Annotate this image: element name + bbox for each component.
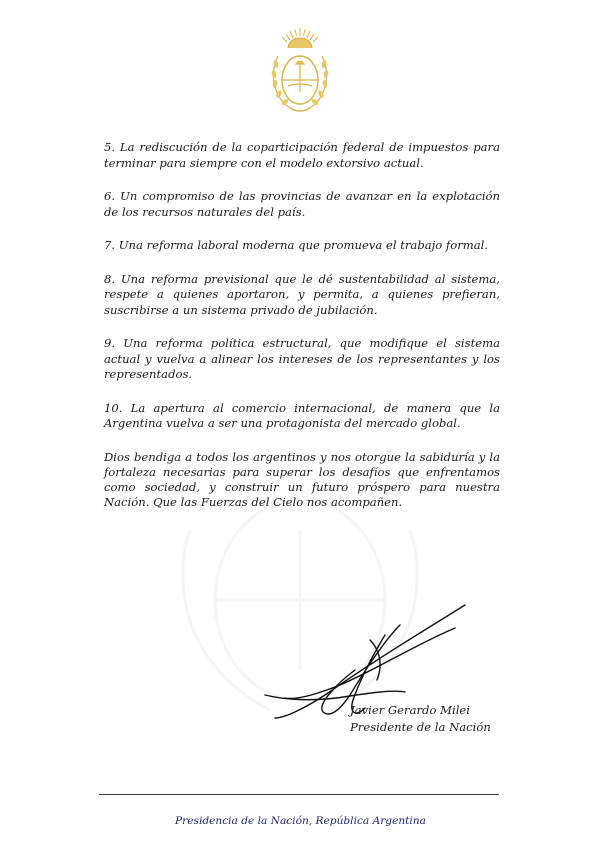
closing-paragraph: Dios bendiga a todos los argentinos y nos otorgue la sabiduría y la fortaleza necesarias para superar los desafíos que enfrentamos como sociedad, y construir un futuro próspero para nuestra Nación. Que las Fuerzas del Cielo nos acompañen. xyxy=(104,449,500,510)
footer-text: Presidencia de la Nación, República Argentina xyxy=(175,815,426,827)
coat-of-arms-logo xyxy=(268,26,332,118)
paragraph-item-5: 5. La rediscución de la coparticipación federal de impuestos para terminar para siempre con el modelo extorsivo actual. xyxy=(104,140,500,170)
footer-divider xyxy=(99,794,499,795)
paragraph-item-6: 6. Un compromiso de las provincias de avanzar en la explotación de los recursos naturales del país. xyxy=(104,189,500,219)
letter-body xyxy=(104,140,500,528)
paragraph-item-10: 10. La apertura al comercio internacional, de manera que la Argentina vuelva a ser una protagonista del mercado global. xyxy=(104,400,500,430)
paragraph-item-9: 9. Una reforma política estructural, que modifique el sistema actual y vuelva a alinear los intereses de los representantes y los representados. xyxy=(104,336,500,381)
signer-name: Javier Gerardo Milei xyxy=(350,703,470,717)
signer-block xyxy=(350,702,510,736)
paragraph-item-8: 8. Una reforma previsional que le dé sustentabilidad al sistema, respete a quienes aportaron, y permita, a quienes prefieran, suscribirse a un sistema privado de jubilación. xyxy=(104,271,500,317)
signer-title: Presidente de la Nación xyxy=(350,720,491,734)
paragraph-item-7: 7. Una reforma laboral moderna que promueva el trabajo formal. xyxy=(104,238,489,252)
